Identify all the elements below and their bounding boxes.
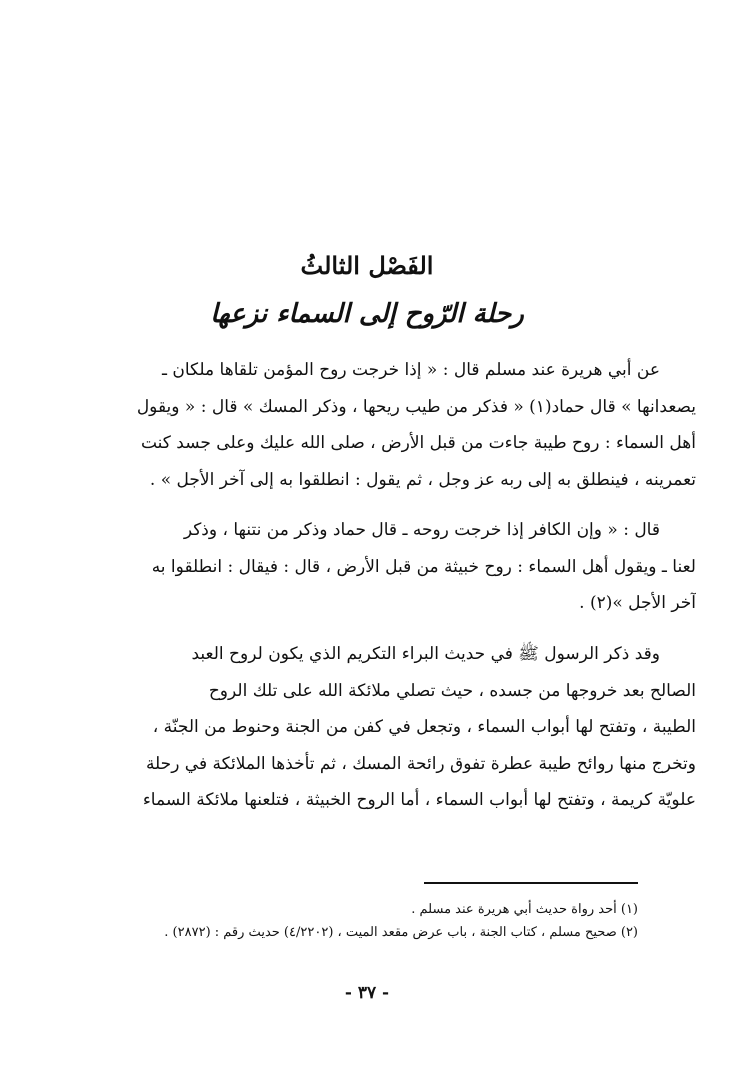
text-line: الصالح بعد خروجها من جسده ، حيث تصلي ملائكة الله على تلك الروح <box>208 680 696 701</box>
text-line: لعنا ـ ويقول أهل السماء : روح خبيثة من قبل الأرض ، قال : فيقال : انطلقوا به <box>151 556 696 577</box>
footnote-1: (١) أحد رواة حديث أبي هريرة عند مسلم . <box>411 902 638 917</box>
text-line: أهل السماء : روح طيبة جاءت من قبل الأرض ، صلى الله عليك وعلى جسد كنت <box>140 433 696 453</box>
text-line: تعمرينه ، فينطلق به إلى ربه عز وجل ، ثم يقول : انطلقوا به إلى آخر الأجل » . <box>149 469 696 490</box>
text-line: آخر الأجل »(٢) . <box>579 593 696 613</box>
chapter-subtitle: رحلة الرّوح إلى السماء نزعها <box>210 299 524 329</box>
footnotes <box>38 898 638 944</box>
footnote-divider <box>424 882 638 884</box>
text-line: الطيبة ، وتفتح لها أبواب السماء ، وتجعل في كفن من الجنة وحنوط من الجنّة ، <box>152 717 696 737</box>
text-line: وقد ذكر الرسول ﷺ في حديث البراء التكريم الذي يكون لروح العبد <box>191 644 660 664</box>
page-number: - ٣٧ - <box>344 983 390 1003</box>
text-line: يصعدانها » قال حماد(١) « فذكر من طيب ريحها ، وذكر المسك » قال : « ويقول <box>136 396 696 417</box>
paragraph-1 <box>96 352 696 498</box>
text-line: عن أبي هريرة عند مسلم قال : « إذا خرجت روح المؤمن تلقاها ملكان ـ <box>161 360 660 380</box>
paragraph-3 <box>96 636 696 819</box>
paragraph-2 <box>96 512 696 622</box>
chapter-title: الفَصْل الثالثُ <box>300 251 434 280</box>
text-line: قال : « وإن الكافر إذا خرجت روحه ـ قال حماد وذكر من نتنها ، وذكر <box>183 520 660 540</box>
text-line: وتخرج منها روائح طيبة عطرة تفوق رائحة المسك ، ثم تأخذها الملائكة في رحلة <box>145 753 696 774</box>
footnote-2: (٢) صحيح مسلم ، كتاب الجنة ، باب عرض مقعد الميت ، (٤/٢٢٠٢) حديث رقم : (٢٨٧٢) . <box>164 925 638 940</box>
text-line: علويّة كريمة ، وتفتح لها أبواب السماء ، أما الروح الخبيثة ، فتلعنها ملائكة السماء <box>142 790 696 810</box>
